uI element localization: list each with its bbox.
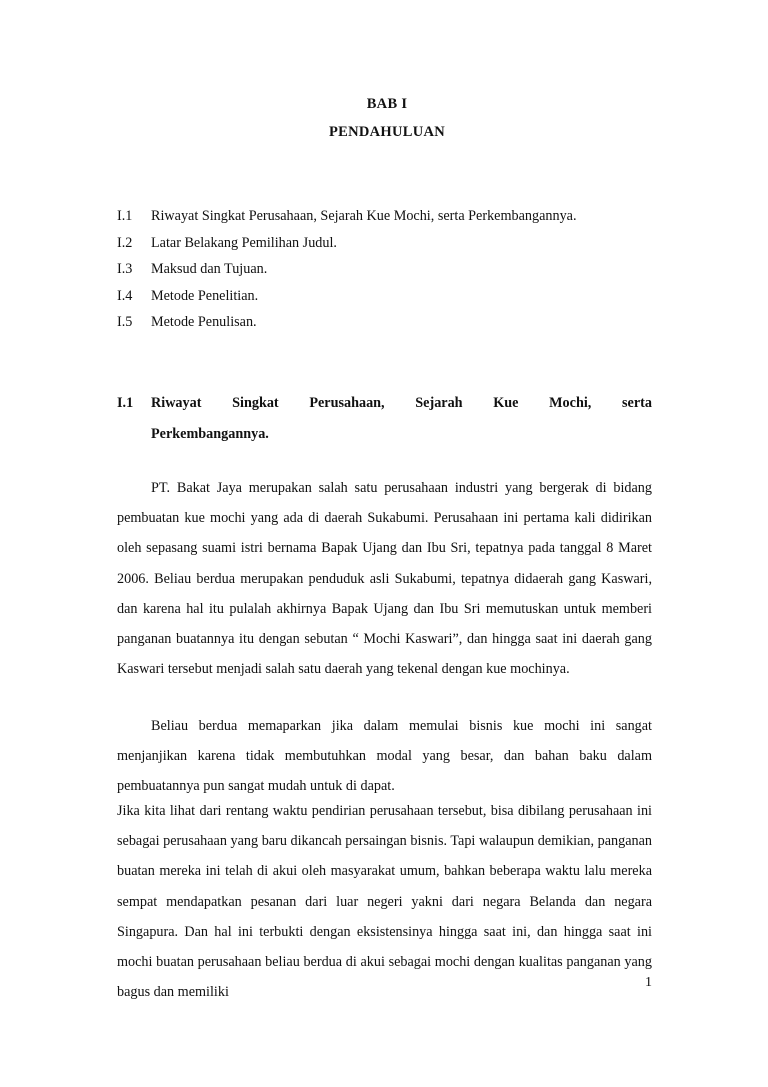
section-list-number: I.5 [117, 314, 133, 330]
heading-word: Singkat [232, 395, 279, 411]
heading-word: serta [622, 395, 652, 411]
section-list-text: Latar Belakang Pemilihan Judul. [151, 234, 337, 251]
chapter-title: PENDAHULUAN [328, 124, 446, 140]
section-heading-number: I.1 [117, 395, 134, 411]
heading-word: Kue [493, 395, 519, 411]
body-paragraph: PT. Bakat Jaya merupakan salah satu perusahaan industri yang bergerak di bidang pembuatan kue mochi yang ada di daerah Sukabumi. Perusahaan ini pertama kali didirikan oleh sepasang suami istri bernama Bapak Ujang dan Ibu Sri, tepatnya pada tanggal 8 Maret 2006. Beliau berdua merupakan penduduk asli Sukabumi, tepatnya didaerah gang Kaswari, dan karena hal itu pulalah akhirnya Bapak Ujang dan Ibu Sri memutuskan untuk memberi panganan buatannya itu dengan sebutan “ Mochi Kaswari”, dan hingga saat ini daerah gang Kaswari tersebut menjadi salah satu daerah yang tekenal dengan kue mochinya. [117, 480, 652, 678]
section-list-number: I.4 [117, 287, 133, 304]
heading-word: Perusahaan, [309, 395, 385, 411]
section-list-item [117, 235, 657, 262]
heading-word: Riwayat [151, 395, 202, 411]
section-list-text: Metode Penulisan. [151, 314, 257, 330]
body-paragraph: Jika kita lihat dari rentang waktu pendirian perusahaan tersebut, bisa dibilang perusahaan ini sebagai perusahaan yang baru dikancah persaingan bisnis. Tapi walaupun demikian, panganan buatan mereka ini telah di akui oleh masyarakat umum, bahkan beberapa waktu lalu mereka sempat mendapatkan pesanan dari luar negeri yakni dari negara Belanda dan negara Singapura. Dan hal ini terbukti dengan eksistensinya hingga saat ini, dan hingga saat ini mochi buatan perusahaan beliau berdua di akui sebagai mochi dengan kualitas panganan yang bagus dan memiliki [117, 803, 652, 1001]
page-number: 1 [645, 975, 652, 990]
section-list-item [117, 261, 657, 288]
section-list [117, 208, 657, 341]
section-list-text: Metode Penelitian. [151, 287, 259, 304]
section-list-text: Maksud dan Tujuan. [151, 261, 268, 277]
section-list-item [117, 208, 657, 235]
heading-word: Sejarah [415, 395, 463, 411]
section-list-number: I.1 [117, 208, 133, 224]
section-list-text: Riwayat Singkat Perusahaan, Sejarah Kue Mochi, serta Perkembangannya. [151, 208, 577, 224]
section-heading-line-1 [151, 395, 652, 412]
section-heading-line-2: Perkembangannya. [151, 426, 269, 442]
chapter-number: BAB I [366, 96, 408, 112]
heading-word: Mochi, [549, 395, 592, 411]
section-list-item [117, 288, 657, 315]
section-list-number: I.3 [117, 261, 133, 277]
section-list-item [117, 314, 657, 341]
section-list-number: I.2 [117, 234, 133, 251]
body-paragraph: Beliau berdua memaparkan jika dalam memulai bisnis kue mochi ini sangat menjanjikan karena tidak membutuhkan modal yang besar, dan bahan baku dalam pembuatannya pun sangat mudah untuk di dapat. [117, 718, 652, 795]
